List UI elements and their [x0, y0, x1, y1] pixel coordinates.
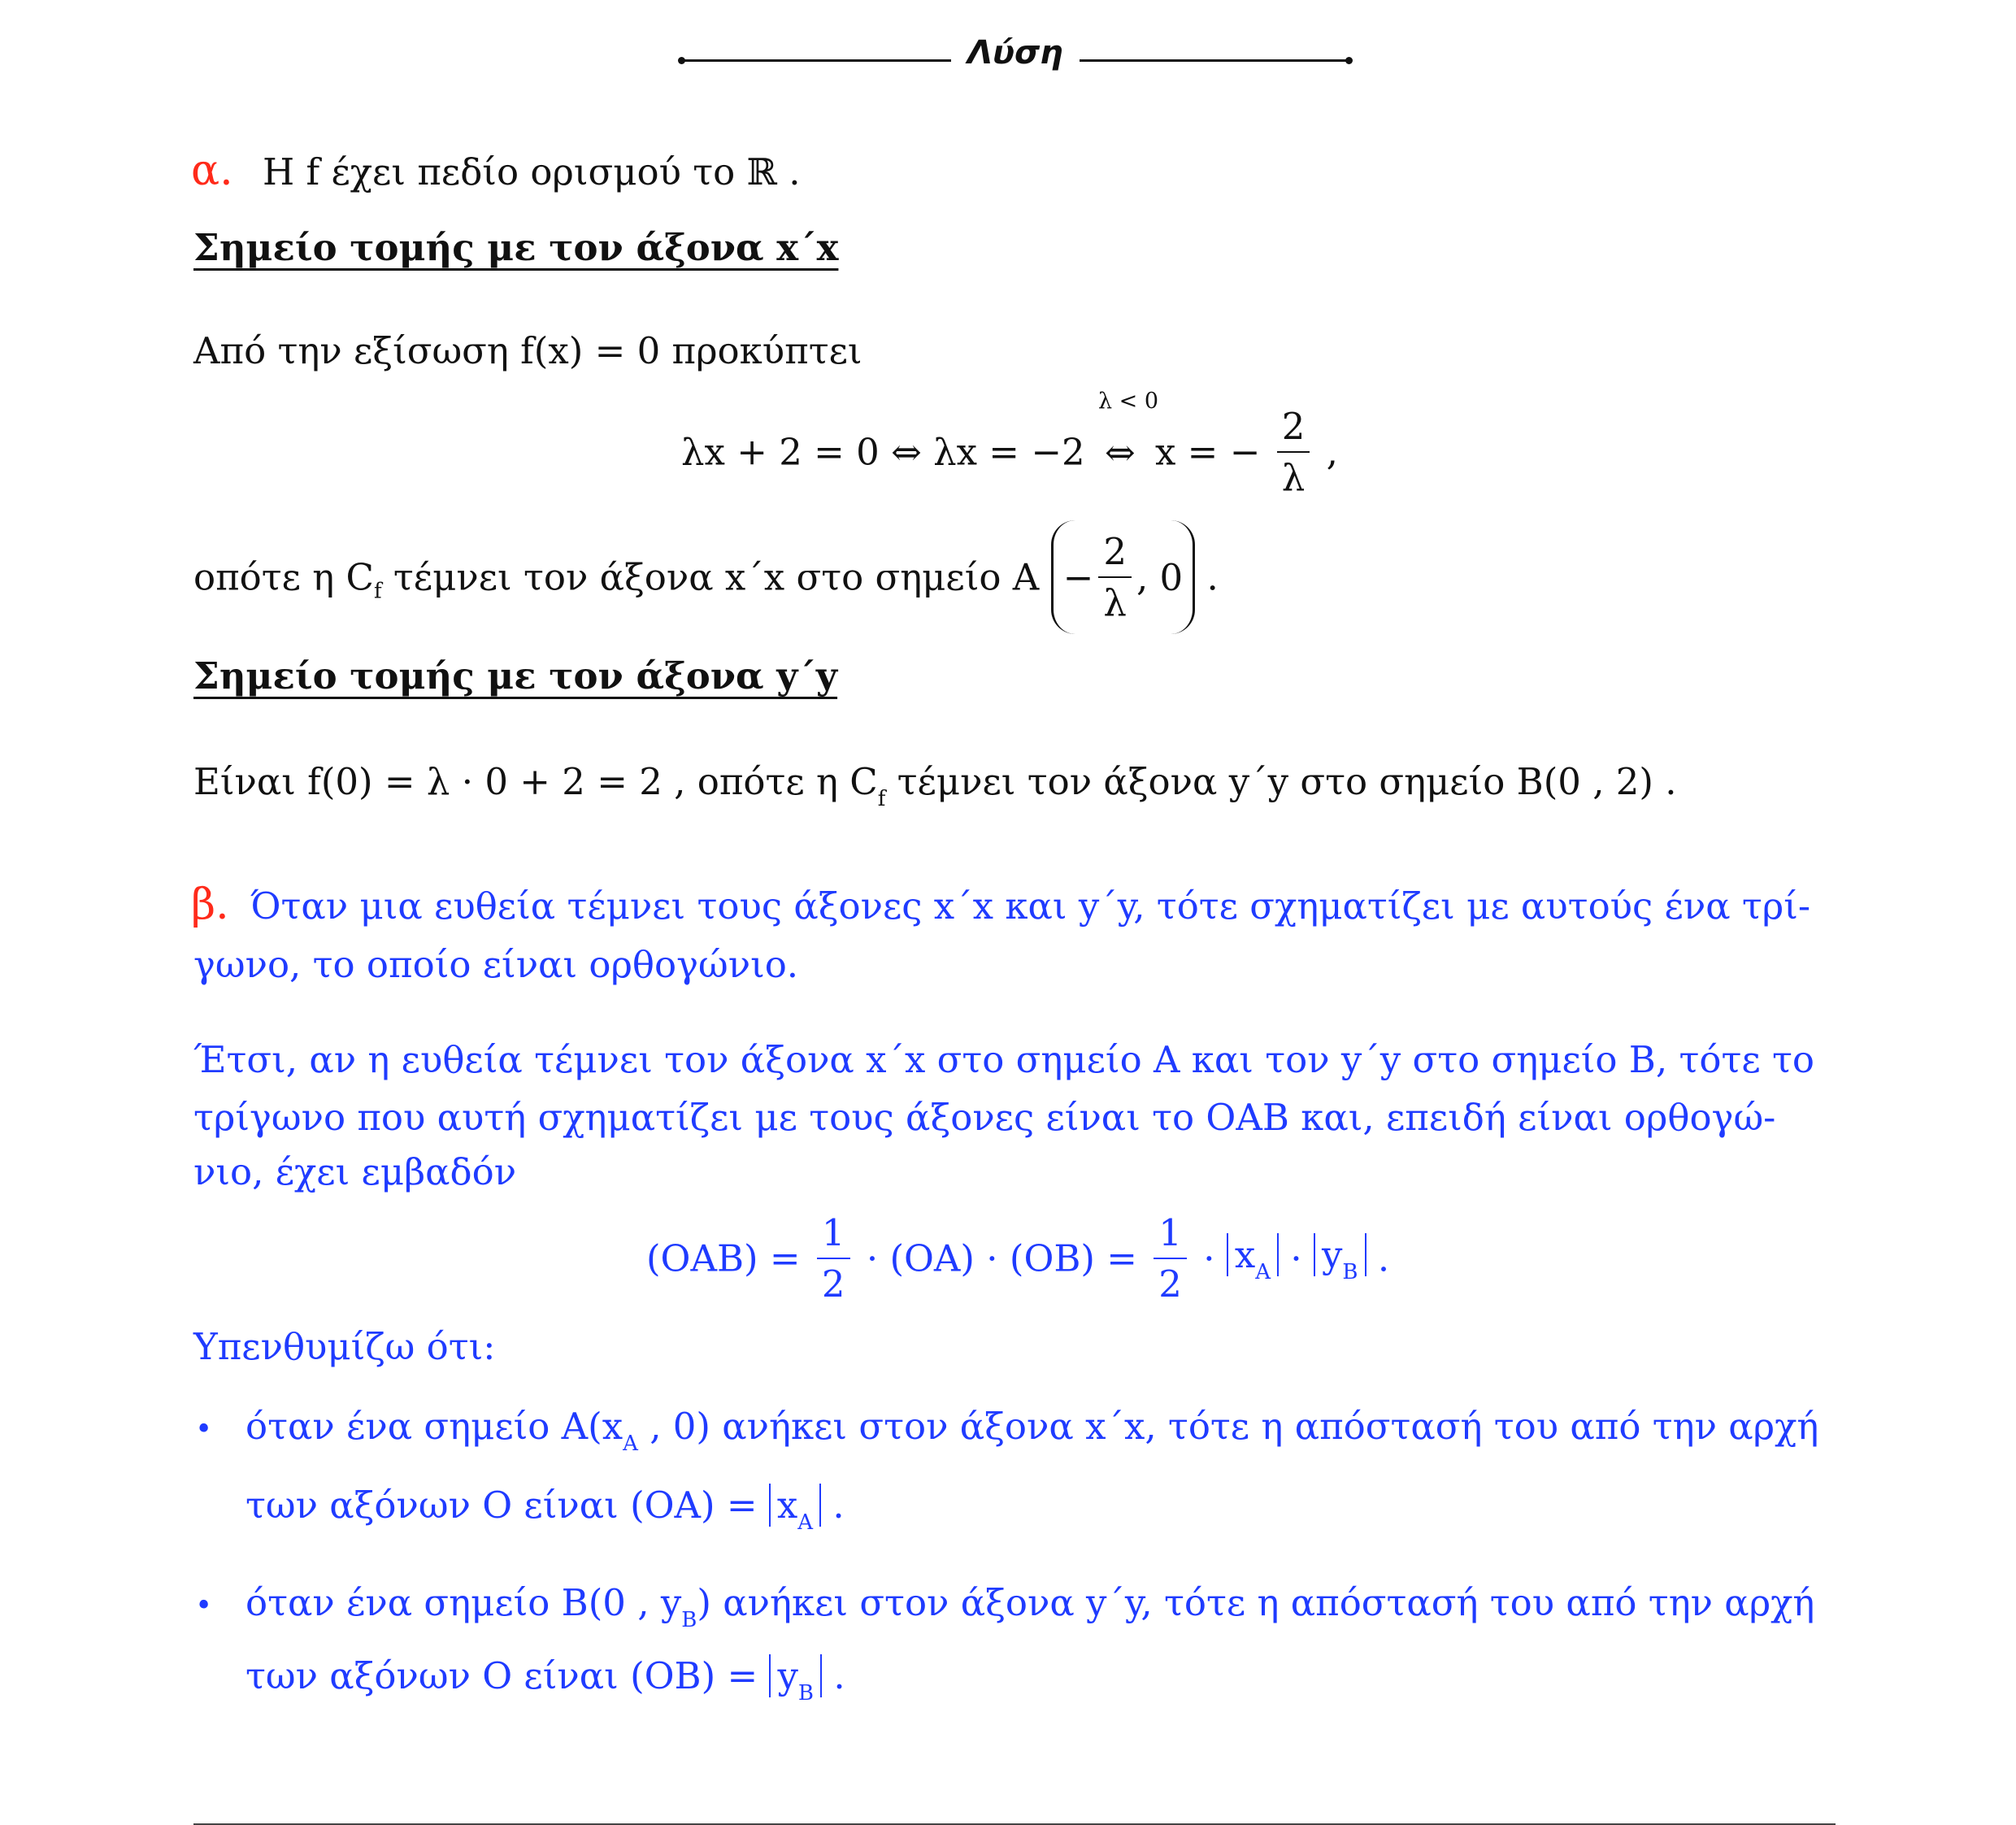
solve-arrow: ⇔ [1104, 430, 1136, 474]
point-a-coords [1051, 520, 1196, 634]
part-b-marker: β. [191, 880, 229, 929]
reminder-label: Υπενθυμίζω ότι: [193, 1325, 496, 1368]
part-a-marker: α. [191, 146, 233, 195]
point-b-text: Είναι f(0) = λ · 0 + 2 = 2 , οπότε η C [193, 760, 878, 803]
abs-xa-letter: x [1234, 1232, 1256, 1276]
heading-x-axis: Σημείο τομής με τον άξονα x΄x [193, 226, 839, 269]
area-half-1-num: 1 [821, 1211, 845, 1254]
point-a-frac-num: 2 [1103, 530, 1127, 573]
abs-xa [1227, 1232, 1279, 1284]
heading-y-axis: Σημείο τομής με τον άξονα y΄y [193, 654, 838, 697]
point-a-line [193, 520, 1219, 634]
area-half-1 [817, 1211, 850, 1306]
bullet-1-line1-a: όταν ένα σημείο A(x [245, 1405, 623, 1448]
bullet-2-sub-b: B [681, 1608, 697, 1632]
fraction-two-over-lambda [1277, 405, 1310, 499]
header-rule-right [1080, 59, 1348, 62]
area-end: . [1377, 1236, 1390, 1280]
equation-intro: Από την εξίσωση f(x) = 0 προκύπτει [193, 329, 862, 372]
solve-equation [681, 388, 1338, 499]
area-formula [646, 1211, 1389, 1306]
point-a-text2: τέμνει τον άξονα x΄x στο σημείο A [381, 555, 1040, 599]
abs-yb [1314, 1232, 1366, 1284]
area-mid: · (OA) · (OB) = [866, 1236, 1137, 1280]
header-dot-right [1345, 57, 1353, 64]
bullet-2-line1-b: ) ανήκει στον άξονα y΄y, τότε η απόστασή του από την αρχή [697, 1581, 1815, 1624]
point-b-line [193, 760, 1677, 811]
part-a-intro-text: Η f έχει πεδίο ορισμού το [262, 150, 736, 193]
area-half-2-den: 2 [1158, 1262, 1182, 1306]
point-a-fraction [1098, 530, 1132, 624]
bullet-2-abs-y: y [777, 1654, 798, 1697]
bullet-1-line2 [245, 1484, 845, 1535]
real-numbers-symbol: ℝ [746, 150, 777, 193]
bullet-1-line1-b: , 0) ανήκει στον άξονα x΄x, τότε η απόστασή του από την αρχή [637, 1405, 1819, 1448]
fraction-denominator: λ [1281, 456, 1306, 499]
solve-right: x = − [1155, 430, 1261, 474]
bullet-2-end: . [833, 1654, 845, 1697]
para2-line1: Έτσι, αν η ευθεία τέμνει τον άξονα x΄x στο σημείο A και τον y΄y στο σημείο B, τότε το [193, 1038, 1814, 1081]
bullet-1-abs-sub: A [797, 1510, 814, 1535]
header-rule-left [683, 59, 951, 62]
bullet-2-line1 [245, 1581, 1814, 1632]
header-dot-left [678, 57, 685, 64]
bullet-1-abs-xa [769, 1484, 821, 1535]
abs-yb-letter: y [1321, 1232, 1343, 1276]
bullet-1-end: . [832, 1484, 845, 1527]
point-b-text2: τέμνει τον άξονα y΄y στο σημείο B(0 , 2) . [885, 760, 1677, 803]
solve-left: λx + 2 = 0 ⇔ λx = −2 [681, 430, 1085, 474]
bullet-1-sub-a: A [623, 1432, 638, 1456]
part-b-line1 [191, 880, 1810, 929]
cf-subscript-b: f [877, 787, 886, 811]
bullet-1-symbol: • [195, 1413, 213, 1446]
bullet-2-line1-a: όταν ένα σημείο B(0 , y [245, 1581, 682, 1624]
area-half-1-den: 2 [821, 1262, 845, 1306]
fraction-numerator: 2 [1281, 405, 1306, 448]
area-half-2-num: 1 [1158, 1211, 1182, 1254]
bullet-2-abs-sub: B [797, 1681, 815, 1706]
point-a-minus: − [1062, 555, 1094, 599]
area-lhs: (OAB) = [646, 1236, 801, 1280]
cf-subscript: f [373, 579, 382, 604]
area-dot-1: · [1203, 1236, 1215, 1280]
point-a-frac-den: λ [1103, 581, 1127, 624]
solve-implication [1097, 388, 1159, 474]
para2-line2: τρίγωνο που αυτή σχηματίζει με τους άξονες είναι το OAB και, επειδή είναι ορθογώ- [193, 1096, 1776, 1139]
bullet-1-line1 [245, 1405, 1818, 1456]
solve-condition: λ < 0 [1097, 388, 1159, 414]
solve-end: , [1326, 430, 1338, 474]
bullet-2-line2 [245, 1654, 845, 1706]
abs-xa-sub: A [1255, 1259, 1271, 1284]
point-a-end: . [1206, 555, 1219, 599]
part-a-intro-end: . [776, 150, 801, 193]
bullet-2-symbol: • [195, 1589, 213, 1623]
area-dot-2: · [1290, 1236, 1302, 1280]
part-b-line2: γωνο, το οποίο είναι ορθογώνιο. [193, 943, 799, 986]
part-a-intro [191, 146, 801, 195]
point-a-text: οπότε η C [193, 555, 374, 599]
part-b-line1-text: Όταν μια ευθεία τέμνει τους άξονες x΄x και y΄y, τότε σχηματίζει με αυτούς ένα τρί- [250, 884, 1811, 928]
header-title: Λύση [967, 34, 1063, 72]
point-a-zero: , 0 [1136, 555, 1184, 599]
bullet-2-line2-text: των αξόνων O είναι (OB) = [245, 1654, 758, 1697]
bullet-1-line2-text: των αξόνων O είναι (OA) = [245, 1484, 758, 1527]
para2-line3: νιο, έχει εμβαδόν [193, 1150, 517, 1193]
bullet-1-abs-x: x [776, 1484, 798, 1527]
abs-yb-sub: B [1342, 1259, 1358, 1284]
bullet-2-abs-yb [769, 1654, 822, 1706]
area-half-2 [1154, 1211, 1187, 1306]
